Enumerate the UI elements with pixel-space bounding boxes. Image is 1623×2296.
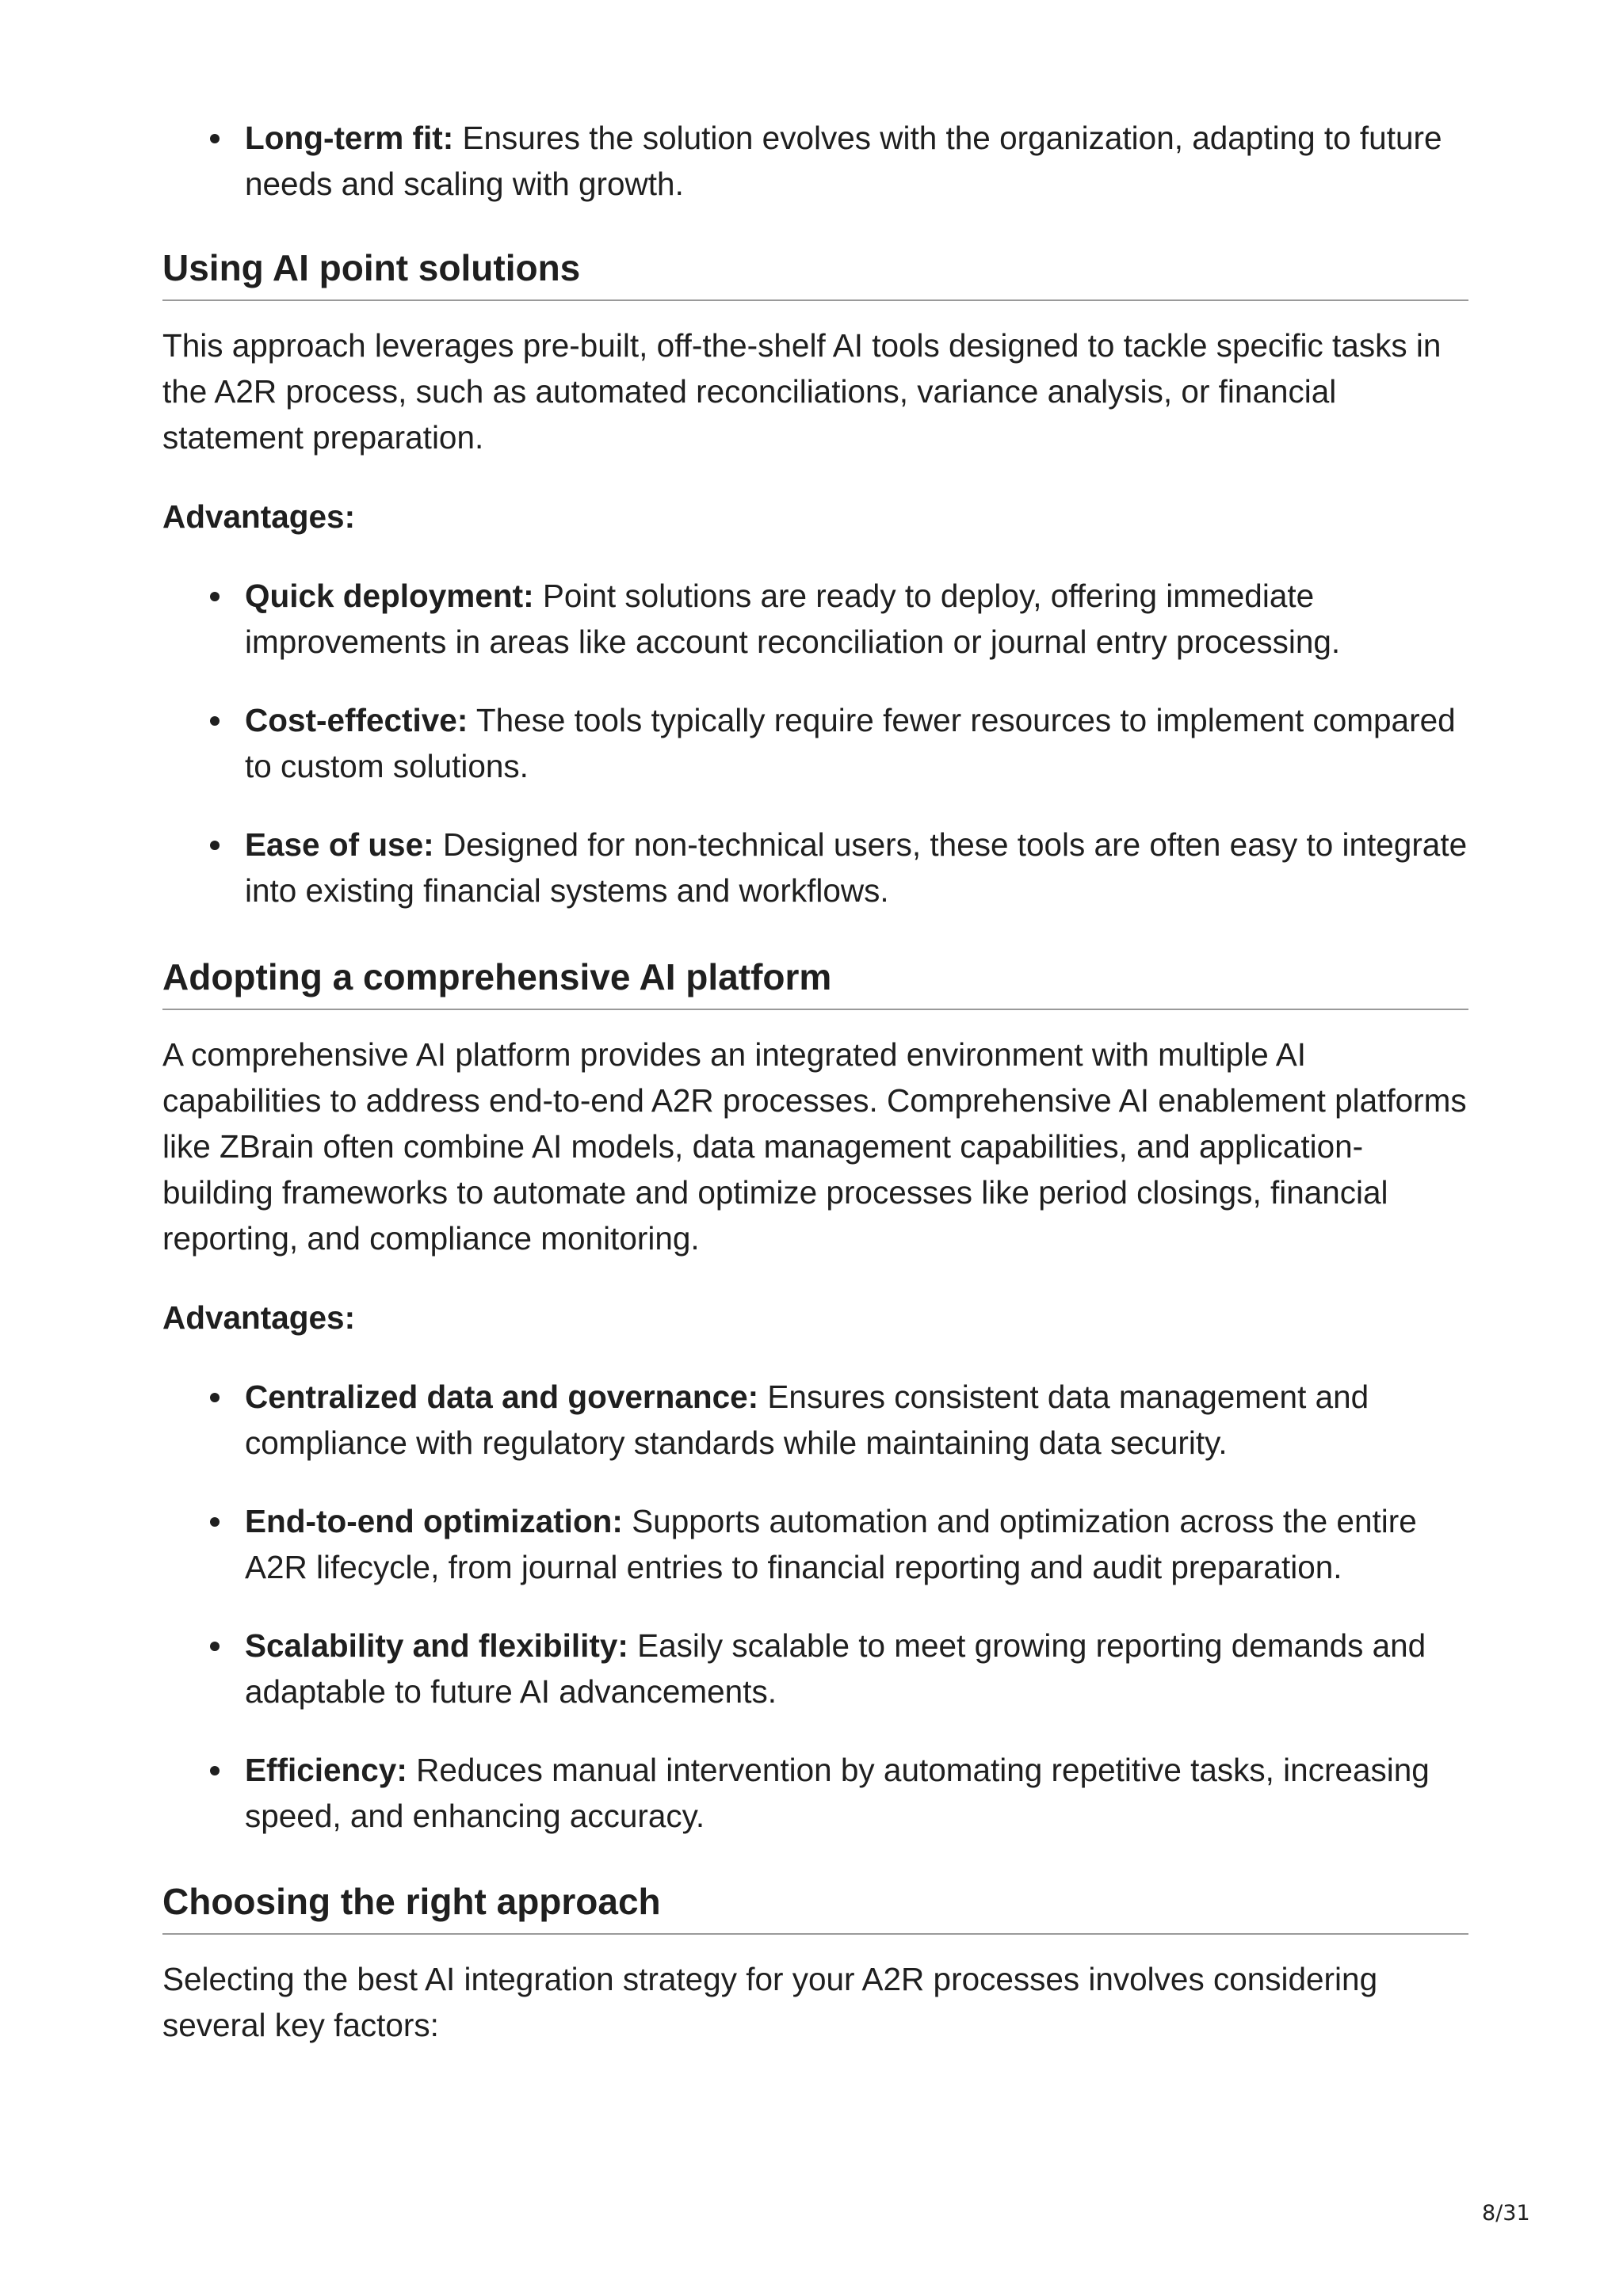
bullet-text: Supports automation and optimization across the entire A2R lifecycle, from journal entries to financial reporting and audit preparation. [245, 1503, 1417, 1585]
bullet-text: These tools typically require fewer resources to implement compared to custom solutions. [245, 702, 1456, 784]
section-heading-right-approach: Choosing the right approach [162, 1879, 1468, 1935]
section-heading-comprehensive-platform: Adopting a comprehensive AI platform [162, 955, 1468, 1010]
list-item [162, 1623, 1468, 1714]
list-item [162, 697, 1468, 789]
bullet-text: Easily scalable to meet growing reporting demands and adaptable to future AI advancements. [245, 1627, 1426, 1710]
bullet-text: Ensures consistent data management and compliance with regulatory standards while maintaining data security. [245, 1379, 1369, 1461]
bullet-text: Point solutions are ready to deploy, offering immediate improvements in areas like account reconciliation or journal entry processing. [245, 578, 1341, 660]
comprehensive-platform-advantages-list [162, 1374, 1468, 1839]
list-item [162, 573, 1468, 665]
point-solutions-advantages-list [162, 573, 1468, 913]
page-number: 8/31 [1482, 2201, 1530, 2225]
bullet-term: Long-term fit: [245, 120, 454, 156]
section-heading-point-solutions: Using AI point solutions [162, 246, 1468, 301]
list-item [162, 1498, 1468, 1590]
section-body-right-approach: Selecting the best AI integration strategy for your A2R processes involves considering several key factors: [162, 1961, 1378, 2043]
bullet-term: Efficiency: [245, 1752, 407, 1788]
bullet-text: Reduces manual intervention by automating repetitive tasks, increasing speed, and enhancing accuracy. [245, 1752, 1430, 1834]
bullet-term: Cost-effective: [245, 702, 468, 738]
list-item [162, 1747, 1468, 1839]
section-body-point-solutions: This approach leverages pre-built, off-the-shelf AI tools designed to tackle specific tasks in the A2R process, such as automated reconciliations, variance analysis, or financial statement preparation. [162, 327, 1442, 456]
bullet-term: Quick deployment: [245, 578, 534, 614]
bullet-term: Ease of use: [245, 826, 434, 863]
intro-bullet-list [162, 115, 1468, 207]
bullet-text: Designed for non-technical users, these tools are often easy to integrate into existing financial systems and workflows. [245, 826, 1468, 909]
list-item [162, 822, 1468, 913]
bullet-dot-icon [210, 134, 220, 143]
bullet-dot-icon [210, 1393, 220, 1402]
advantages-label: Advantages: [162, 498, 356, 535]
bullet-term: Centralized data and governance: [245, 1379, 759, 1415]
advantages-label: Advantages: [162, 1299, 356, 1336]
bullet-dot-icon [210, 841, 220, 850]
bullet-dot-icon [210, 716, 220, 726]
bullet-dot-icon [210, 592, 220, 601]
bullet-term: Scalability and flexibility: [245, 1627, 628, 1664]
list-item [162, 1374, 1468, 1466]
bullet-dot-icon [210, 1517, 220, 1527]
bullet-dot-icon [210, 1766, 220, 1775]
bullet-term: End-to-end optimization: [245, 1503, 623, 1539]
list-item [162, 115, 1468, 207]
bullet-text: Ensures the solution evolves with the organization, adapting to future needs and scaling with growth. [245, 120, 1442, 202]
section-body-comprehensive-platform: A comprehensive AI platform provides an integrated environment with multiple AI capabilities to address end-to-end A2R processes. Comprehensive AI enablement platforms like ZBrain often combine AI models, data management capabilities, and application-building frameworks to automate and optimize processes like period closings, financial reporting, and compliance monitoring. [162, 1036, 1467, 1257]
bullet-dot-icon [210, 1642, 220, 1651]
